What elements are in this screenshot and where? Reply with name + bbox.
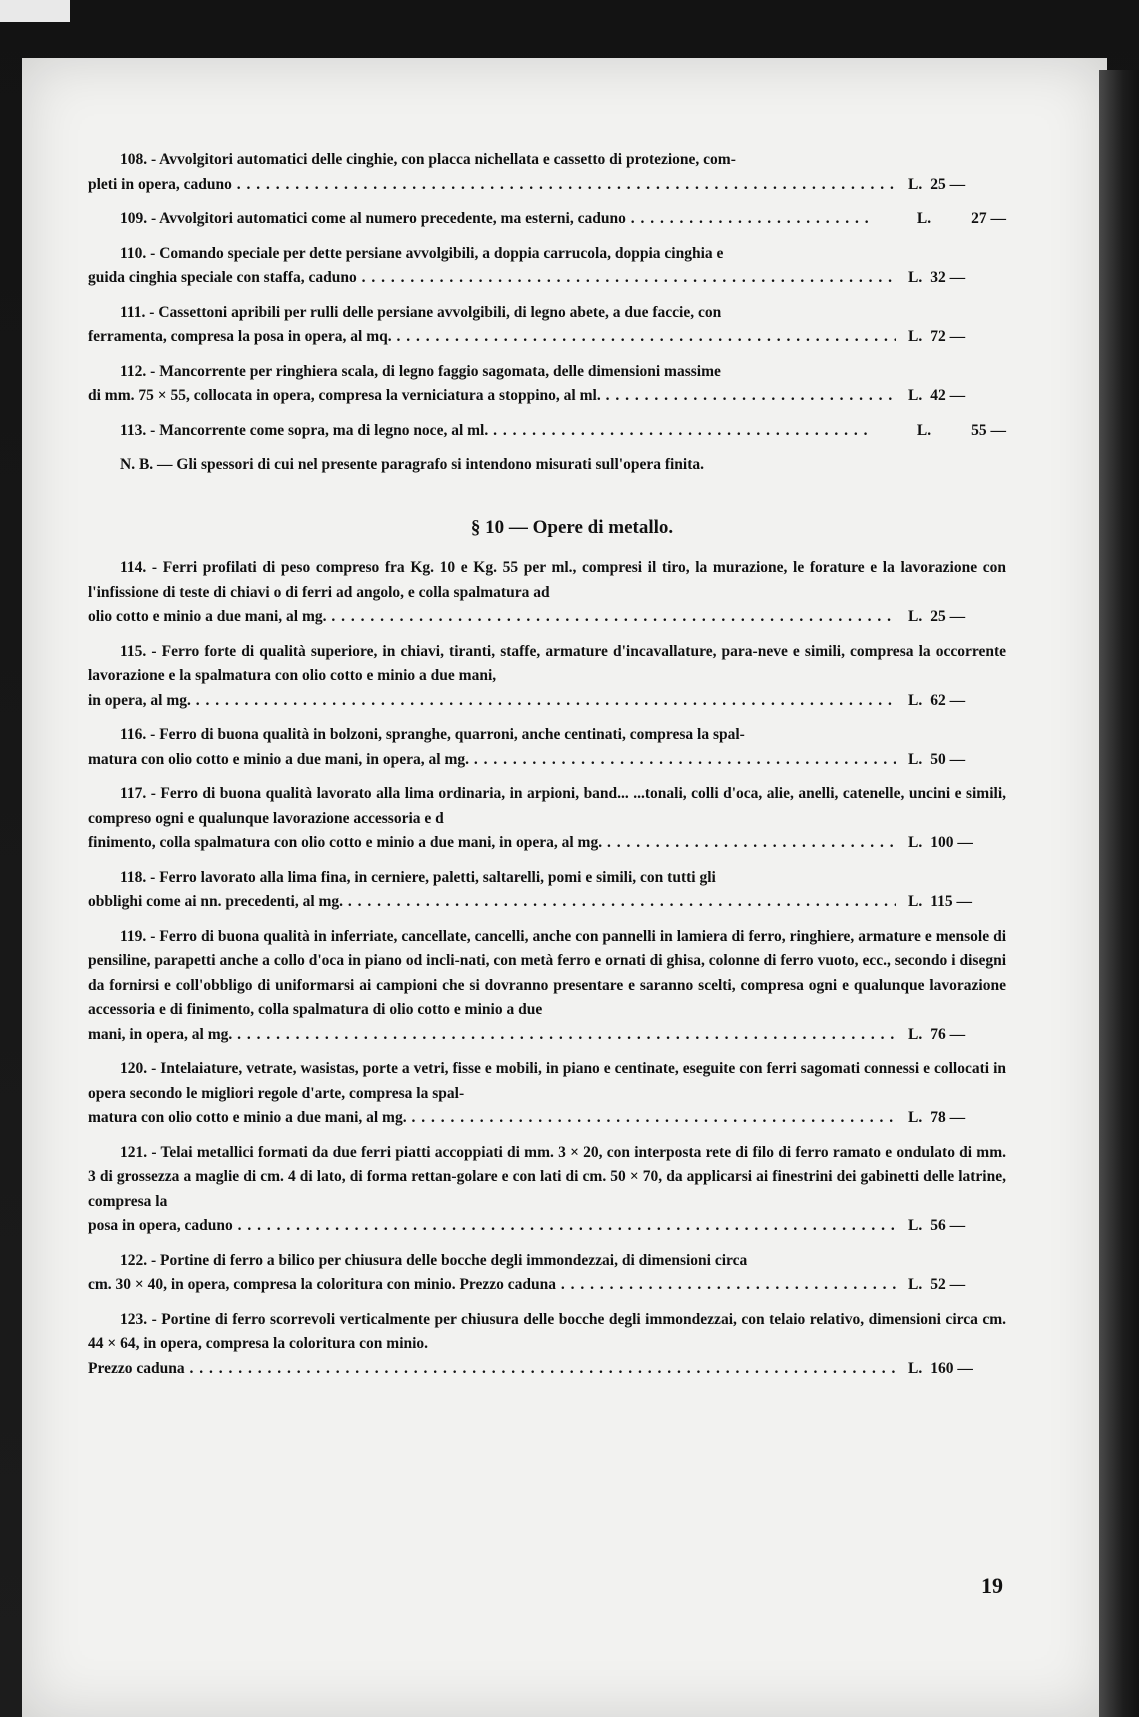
entry-text-end: ferramenta, compresa la posa in opera, al mq. bbox=[88, 328, 392, 345]
entry-price bbox=[896, 325, 1006, 350]
entry-text: - Ferro di buona qualità in inferriate, cancellate, cancelli, anche con pannelli in lamiera di ferro, ringhiere, armature e mensole di pensiline, parapetti anche a collo d'oca in piano od incli-nati, con metà ferro e ornati di ghisa, colonne di ferro vuoto, ecc., secondo i disegni da fornirsi e coll'obbligo di uniformarsi ai campioni che si dovranno presentare e saranno scelti, compresa ogni e qualunque lavorazione accessoria e di finimento, colla spalmatura di olio cotto e minio a due bbox=[88, 927, 1006, 1018]
price-currency: L. bbox=[908, 1359, 923, 1377]
entry-text: - Ferro di buona qualità lavorato alla lima ordinaria, in arpioni, band... ...tonali, colli d'oca, alie, anelli, catenelle, uncini e simili, compreso ogni e qualunque lavorazione accessoria e d bbox=[88, 785, 1007, 827]
price-amount: 160 — bbox=[930, 1359, 973, 1377]
entry-price bbox=[896, 831, 1006, 856]
entry-paragraph bbox=[88, 640, 1006, 689]
entry-paragraph bbox=[88, 1141, 1006, 1215]
nb-label: N. B. bbox=[120, 456, 154, 473]
entry-last-line bbox=[88, 1106, 1006, 1131]
entries-list-b bbox=[88, 556, 1006, 1381]
page-number: 19 bbox=[981, 1573, 1003, 1598]
entry-paragraph bbox=[88, 148, 1006, 173]
entry-number: 116. bbox=[120, 726, 147, 743]
entry-last-line bbox=[88, 689, 1006, 714]
entry-number: 117. bbox=[120, 785, 147, 802]
entry-last-line bbox=[88, 419, 1006, 444]
entry-leader-line bbox=[88, 173, 896, 198]
price-entry bbox=[88, 207, 1006, 232]
price-entry bbox=[88, 556, 1006, 630]
entry-text: - Portine di ferro a bilico per chiusura delle bocche degli immondezzai, di dimensioni circa bbox=[151, 1251, 748, 1269]
entry-text: - Ferro lavorato alla lima fina, in cerniere, paletti, saltarelli, pomi e simili, con tutti gli bbox=[150, 868, 716, 886]
entry-price bbox=[896, 748, 1006, 773]
price-amount: 100 — bbox=[930, 834, 973, 851]
entry-leader-line bbox=[88, 325, 896, 350]
entry-last-line bbox=[88, 890, 1006, 915]
entry-number: 121. bbox=[120, 1143, 148, 1161]
price-currency: L. bbox=[908, 1217, 923, 1234]
price-currency: L. bbox=[908, 328, 923, 345]
price-amount: 56 — bbox=[930, 1217, 966, 1234]
entry-text: - Mancorrente per ringhiera scala, di legno faggio sagomata, delle dimensioni massime bbox=[150, 362, 721, 380]
entry-text-end: olio cotto e minio a due mani, al mg. bbox=[88, 608, 327, 625]
entry-leader-line bbox=[88, 1106, 896, 1131]
entry-price bbox=[896, 173, 1006, 198]
price-amount: 25 — bbox=[930, 608, 966, 625]
price-entry bbox=[88, 640, 1006, 714]
entry-leader-line bbox=[88, 831, 896, 856]
price-currency: L. bbox=[908, 269, 923, 286]
entry-price bbox=[873, 419, 1006, 444]
entry-price bbox=[896, 1106, 1006, 1131]
price-entry bbox=[88, 148, 1006, 197]
price-amount: 115 — bbox=[930, 893, 972, 910]
entry-paragraph bbox=[88, 1057, 1006, 1106]
entry-leader-line bbox=[88, 419, 873, 444]
entry-number: 113. bbox=[120, 421, 147, 439]
entry-leader-line bbox=[88, 890, 896, 915]
entry-leader-line bbox=[88, 748, 896, 773]
entry-text-end: posa in opera, caduno bbox=[88, 1217, 233, 1234]
entry-text-end: in opera, al mg. bbox=[88, 691, 191, 709]
entry-leader-line bbox=[88, 1357, 896, 1382]
price-currency: L. bbox=[908, 387, 923, 404]
entry-paragraph bbox=[88, 301, 1006, 326]
entry-last-line bbox=[88, 748, 1006, 773]
price-entry bbox=[88, 419, 1006, 444]
entry-text: - Ferri profilati di peso compreso fra Kg. 10 e Kg. 55 per ml., compresi il tiro, la murazione, le forature e la lavorazione con l'infissione di teste di chiavi o di ferri ad angolo, e colla spalmatura ad bbox=[88, 559, 1006, 601]
entry-paragraph bbox=[88, 556, 1006, 605]
entry-price bbox=[896, 1273, 1006, 1298]
entry-leader-line bbox=[88, 689, 896, 714]
entry-number: 112. bbox=[120, 362, 147, 380]
price-amount: 76 — bbox=[930, 1025, 966, 1043]
price-currency: L. bbox=[908, 1025, 923, 1043]
price-amount: 50 — bbox=[930, 750, 966, 768]
price-currency: L. bbox=[908, 1276, 923, 1293]
entry-paragraph bbox=[88, 782, 1006, 831]
price-amount: 27 — bbox=[971, 210, 1006, 227]
entry-last-line bbox=[88, 384, 1006, 409]
entry-price bbox=[896, 689, 1006, 714]
entry-last-line bbox=[88, 173, 1006, 198]
entry-last-line bbox=[88, 831, 1006, 856]
price-amount: 32 — bbox=[930, 269, 966, 286]
entry-price bbox=[896, 384, 1006, 409]
entry-price bbox=[896, 1023, 1006, 1048]
entry-number: 111. bbox=[120, 303, 146, 321]
price-entry bbox=[88, 925, 1006, 1048]
price-amount: 42 — bbox=[930, 387, 966, 404]
entry-paragraph bbox=[88, 925, 1006, 1023]
entry-last-line bbox=[88, 1214, 1006, 1239]
entry-leader-line bbox=[88, 384, 896, 409]
entry-text-end: pleti in opera, caduno bbox=[88, 175, 232, 193]
entry-leader-line bbox=[88, 207, 873, 232]
entry-text-end: finimento, colla spalmatura con olio cotto e minio a due mani, in opera, al mg. bbox=[88, 834, 603, 851]
entry-number: 109. bbox=[120, 210, 148, 227]
nota-bene bbox=[120, 453, 1006, 478]
entry-text: - Intelaiature, vetrate, wasistas, porte a vetri, fisse e mobili, in piano e centinate, eseguite con ferri sagomati connessi e collocati in opera secondo le migliori regole d'arte, compresa la spal- bbox=[88, 1060, 1007, 1102]
entry-paragraph bbox=[88, 1249, 1006, 1274]
entry-paragraph bbox=[88, 723, 1006, 748]
price-entry bbox=[88, 1141, 1006, 1239]
entry-number: 120. bbox=[120, 1060, 148, 1077]
entry-text-end: matura con olio cotto e minio a due mani, in opera, al mg. bbox=[88, 750, 470, 768]
price-entry bbox=[88, 360, 1006, 409]
price-entry bbox=[88, 301, 1006, 350]
price-entry bbox=[88, 242, 1006, 291]
entry-text: - Avvolgitori automatici delle cinghie, con placca nichellata e cassetto di protezione, com- bbox=[151, 151, 736, 168]
entry-paragraph bbox=[88, 866, 1006, 891]
nb-text: — Gli spessori di cui nel presente paragrafo si intendono misurati sull'opera finita. bbox=[157, 456, 705, 473]
entry-price bbox=[873, 207, 1006, 232]
entry-text: - Ferro di buona qualità in bolzoni, spranghe, quarroni, anche centinati, compresa la spal- bbox=[150, 726, 745, 743]
price-currency: L. bbox=[908, 1109, 923, 1126]
price-currency: L. bbox=[908, 608, 923, 625]
price-entry bbox=[88, 723, 1006, 772]
entry-text-end: mani, in opera, al mg. bbox=[88, 1025, 233, 1043]
entry-text: - Telai metallici formati da due ferri piatti accoppiati di mm. 3 × 20, con interposta rete di filo di ferro ramato e ondulato di mm. 3 di grossezza a maglie di cm. 4 di lato, di forma rettan-golare e con lati di cm. 50 × 70, da applicarsi ai finestrini dei gabinetti delle latrine, compresa la bbox=[88, 1143, 1007, 1210]
price-entry bbox=[88, 782, 1006, 856]
entry-last-line bbox=[88, 605, 1006, 630]
price-currency: L. bbox=[908, 893, 923, 910]
entry-price bbox=[896, 605, 1006, 630]
price-currency: L. bbox=[908, 750, 923, 768]
price-amount: 72 — bbox=[930, 328, 966, 345]
entry-paragraph bbox=[88, 360, 1006, 385]
entry-text-end: - Avvolgitori automatici come al numero precedente, ma esterni, caduno bbox=[151, 210, 626, 227]
entry-number: 123. bbox=[120, 1310, 148, 1328]
entry-last-line bbox=[88, 325, 1006, 350]
entry-number: 110. bbox=[120, 244, 147, 262]
entry-number: 118. bbox=[120, 868, 147, 886]
entry-leader-line bbox=[88, 605, 896, 630]
price-currency: L. bbox=[916, 421, 932, 439]
price-entry bbox=[88, 866, 1006, 915]
entry-last-line bbox=[88, 207, 1006, 232]
entry-text: - Portine di ferro scorrevoli verticalmente per chiusura delle bocche degli immondezzai, con telaio relativo, dimensioni circa cm. 44 × 64, in opera, compresa la coloritura con minio. bbox=[88, 1310, 1006, 1352]
price-currency: L. bbox=[916, 210, 932, 227]
entry-leader-line bbox=[88, 1273, 896, 1298]
entry-text-end: guida cinghia speciale con staffa, caduno bbox=[88, 269, 357, 286]
entry-last-line bbox=[88, 266, 1006, 291]
entry-leader-line bbox=[88, 1023, 896, 1048]
entry-price bbox=[896, 1214, 1006, 1239]
entry-paragraph bbox=[88, 1308, 1006, 1357]
entry-leader-line bbox=[88, 1214, 896, 1239]
price-entry bbox=[88, 1308, 1006, 1382]
price-amount: 78 — bbox=[930, 1109, 966, 1126]
entry-leader-line bbox=[88, 266, 896, 291]
price-currency: L. bbox=[908, 175, 923, 193]
entry-number: 122. bbox=[120, 1251, 148, 1269]
entry-last-line bbox=[88, 1023, 1006, 1048]
scan-corner-strip bbox=[0, 0, 70, 22]
page-edge-shadow bbox=[1099, 70, 1139, 1717]
entry-last-line bbox=[88, 1273, 1006, 1298]
entry-text-end: Prezzo caduna bbox=[88, 1359, 185, 1377]
entry-text: - Ferro forte di qualità superiore, in chiavi, tiranti, staffe, armature d'incavallature, para-neve e simili, compresa la occorrente lavorazione e la spalmatura con olio cotto e minio a due mani, bbox=[88, 642, 1007, 684]
price-amount: 52 — bbox=[930, 1276, 966, 1293]
price-currency: L. bbox=[908, 691, 923, 709]
entry-number: 119. bbox=[120, 927, 147, 945]
entry-last-line bbox=[88, 1357, 1006, 1382]
entry-text-end: - Mancorrente come sopra, ma di legno noce, al ml. bbox=[150, 421, 489, 439]
entry-text-end: obblighi come ai nn. precedenti, al mg. bbox=[88, 893, 344, 910]
entry-text: - Cassettoni apribili per rulli delle persiane avvolgibili, di legno abete, a due faccie, con bbox=[149, 303, 722, 321]
document-body bbox=[88, 148, 1006, 1391]
price-amount: 55 — bbox=[971, 421, 1006, 439]
entry-price bbox=[896, 890, 1006, 915]
entry-number: 115. bbox=[120, 642, 147, 660]
entries-list-a bbox=[88, 148, 1006, 443]
entry-number: 108. bbox=[120, 151, 148, 168]
section-title: § 10 — Opere di metallo. bbox=[470, 516, 674, 538]
price-amount: 25 — bbox=[930, 175, 966, 193]
entry-price bbox=[896, 266, 1006, 291]
entry-text-end: di mm. 75 × 55, collocata in opera, compresa la verniciatura a stoppino, al ml. bbox=[88, 387, 601, 404]
price-entry bbox=[88, 1057, 1006, 1131]
price-amount: 62 — bbox=[930, 691, 966, 709]
price-entry bbox=[88, 1249, 1006, 1298]
entry-text-end: matura con olio cotto e minio a due mani, al mg. bbox=[88, 1109, 407, 1126]
entry-price bbox=[896, 1357, 1006, 1382]
price-currency: L. bbox=[908, 834, 923, 851]
entry-text: - Comando speciale per dette persiane avvolgibili, a doppia carrucola, doppia cinghia e bbox=[150, 244, 724, 262]
entry-number: 114. bbox=[120, 559, 147, 576]
entry-text-end: cm. 30 × 40, in opera, compresa la coloritura con minio. Prezzo caduna bbox=[88, 1276, 557, 1293]
entry-paragraph bbox=[88, 242, 1006, 267]
